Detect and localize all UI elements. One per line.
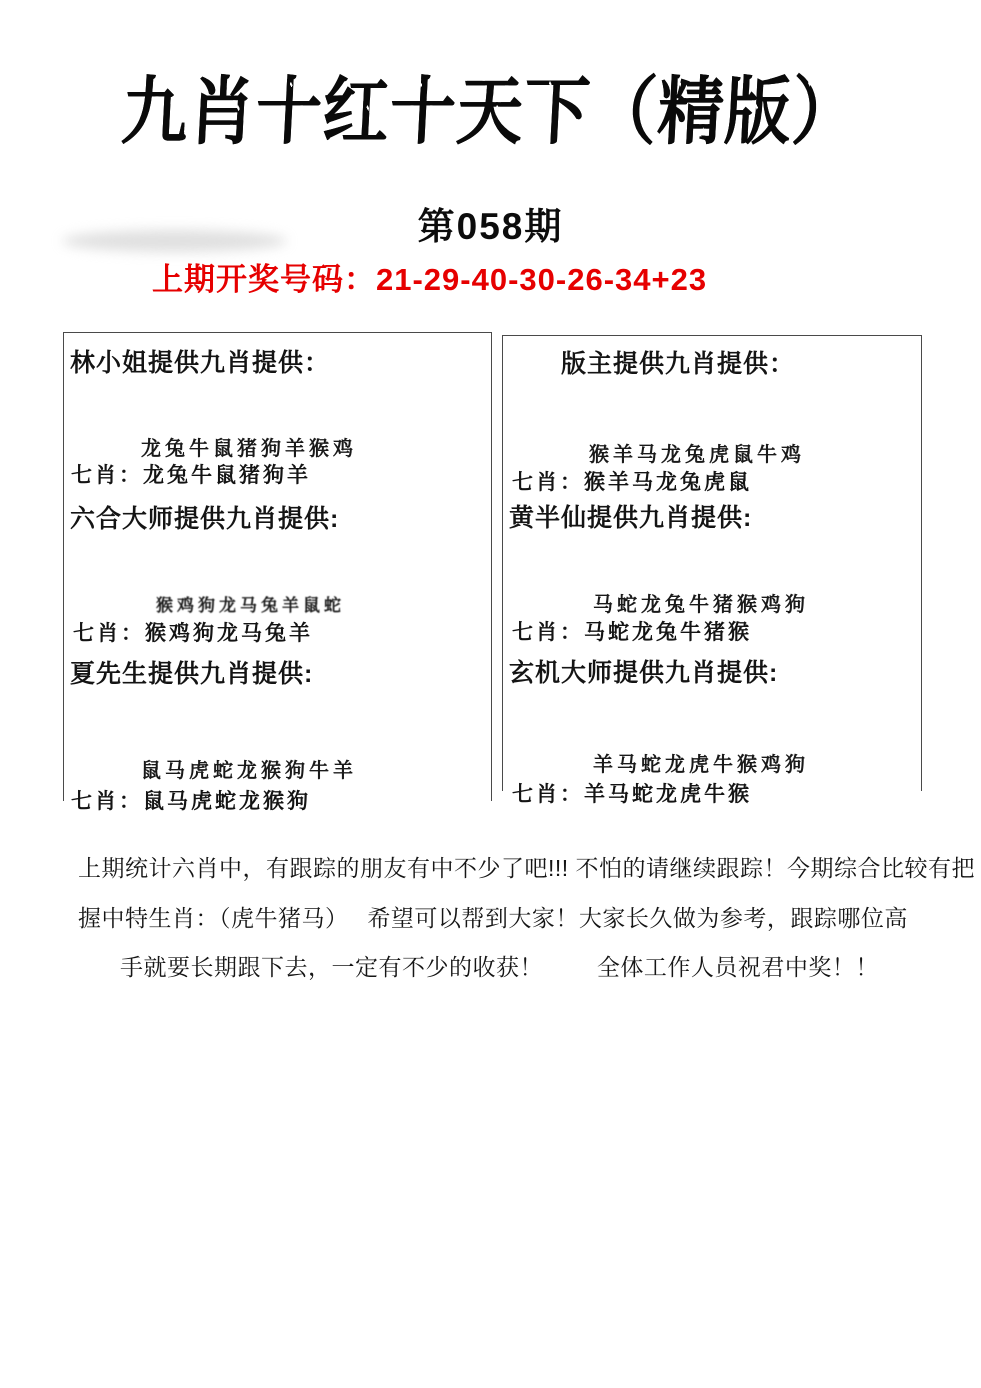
tipster-header: 版主提供九肖提供： [561, 350, 796, 378]
footer-note-line-1: 上期统计六肖中，有跟踪的朋友有中不少了吧!!! 不怕的请继续跟踪！今期综合比较有把 [78, 855, 976, 881]
nine-zodiac-line: 猴鸡狗龙马兔羊鼠蛇 [156, 596, 345, 615]
tipster-header: 夏先生提供九肖提供: [70, 660, 314, 688]
footer-note-line-2: 握中特生肖：（虎牛猪马） 希望可以帮到大家！大家长久做为参考，跟踪哪位高 [78, 905, 908, 931]
seven-zodiac-line: 七肖：鼠马虎蛇龙猴狗 [71, 790, 311, 813]
tipster-header: 六合大师提供九肖提供: [70, 505, 340, 533]
seven-zodiac-line: 七肖：马蛇龙兔牛猪猴 [512, 621, 752, 644]
seven-zodiac-line: 七肖：猴鸡狗龙马兔羊 [73, 622, 313, 645]
nine-zodiac-line: 马蛇龙兔牛猪猴鸡狗 [593, 594, 809, 616]
seven-zodiac-line: 七肖：羊马蛇龙虎牛猴 [512, 783, 752, 806]
scan-smudge-artifact [62, 230, 287, 252]
issue-number: 第058期 [417, 206, 564, 247]
tipster-board [63, 332, 921, 812]
nine-zodiac-line: 羊马蛇龙虎牛猴鸡狗 [593, 754, 809, 776]
seven-zodiac-line: 七肖：龙兔牛鼠猪狗羊 [71, 464, 311, 487]
last-draw-numbers: 上期开奖号码：21-29-40-30-26-34+23 [152, 262, 708, 297]
tipster-header: 黄半仙提供九肖提供: [509, 504, 753, 532]
footer-note-line-3: 手就要长期跟下去，一定有不少的收获！ 全体工作人员祝君中奖！！ [120, 954, 879, 980]
tipster-column-right [502, 335, 922, 806]
page-title: 九肖十红十天下（精版） [86, 44, 894, 190]
tipster-header: 林小姐提供九肖提供： [70, 349, 331, 377]
nine-zodiac-line: 猴羊马龙兔虎鼠牛鸡 [589, 444, 805, 466]
seven-zodiac-line: 七肖：猴羊马龙兔虎鼠 [512, 471, 752, 494]
nine-zodiac-line: 龙兔牛鼠猪狗羊猴鸡 [141, 438, 357, 460]
nine-zodiac-line: 鼠马虎蛇龙猴狗牛羊 [141, 760, 357, 782]
tipster-header: 玄机大师提供九肖提供: [509, 659, 779, 687]
tipster-column-left [63, 332, 492, 813]
